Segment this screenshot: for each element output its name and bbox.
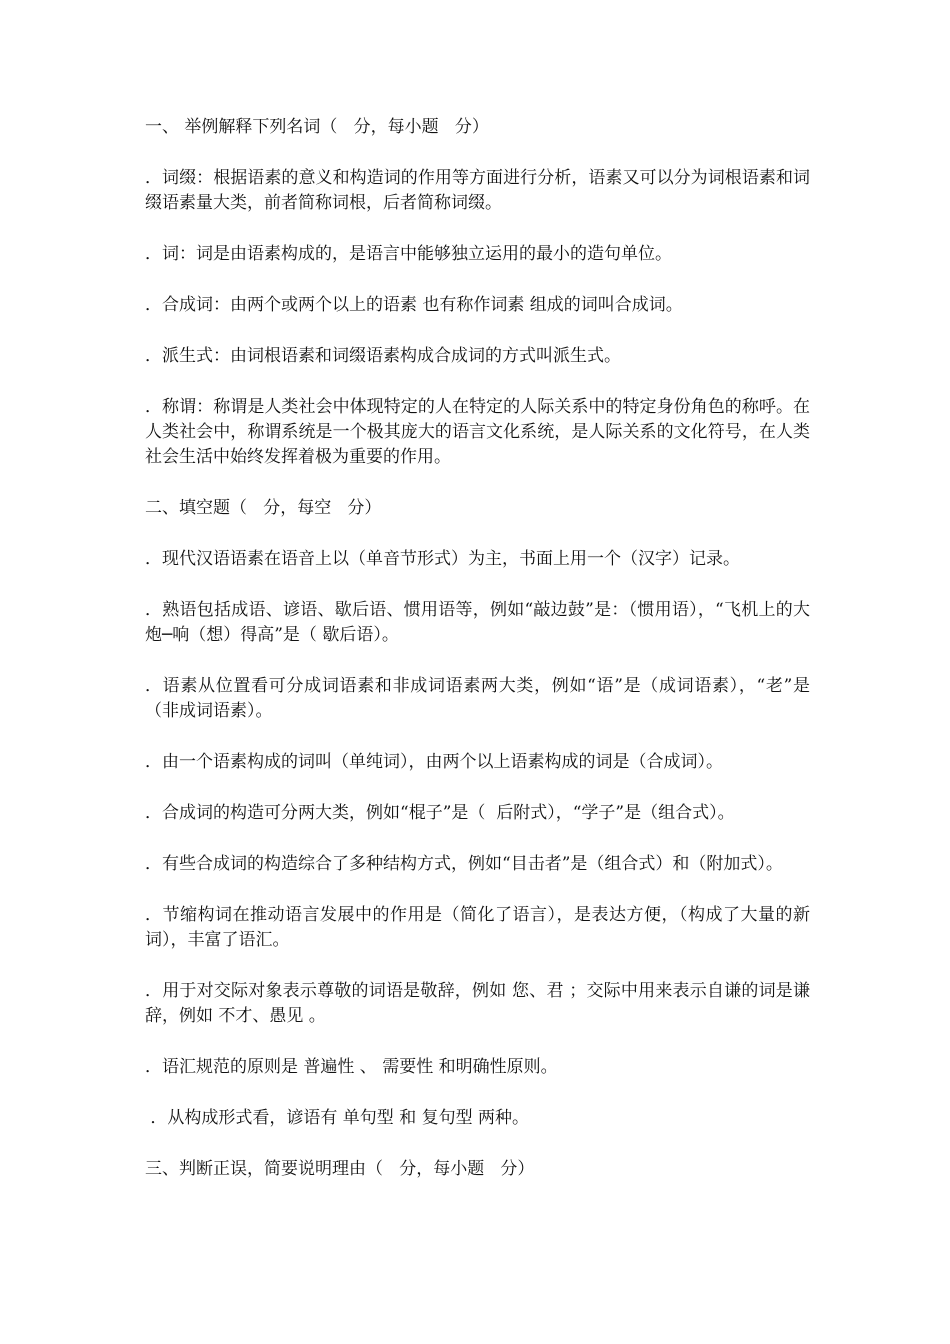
term-definition-affix: ．词缀：根据语素的意义和构造词的作用等方面进行分析，语素又可以分为词根语素和词缀语素量大类，前者简称词根，后者简称词缀。 [145,168,810,213]
fill-blank-item: ．语素从位置看可分成词语素和非成词语素两大类，例如“语”是（成词语素），“老”是（非成词语素）。 [145,676,810,721]
fill-blank-item: ．现代汉语语素在语音上以（单音节形式）为主，书面上用一个（汉字）记录。 [145,549,740,569]
fill-blank-item: ．语汇规范的原则是 普遍性 、 需要性 和明确性原则。 [145,1057,558,1077]
fill-blank-item: ．用于对交际对象表示尊敬的词语是敬辞，例如 您、君 ；交际中用来表示自谦的词是谦辞，例如 不才、愚见 。 [145,981,810,1026]
term-definition-derivation: ．派生式：由词根语素和词缀语素构成合成词的方式叫派生式。 [145,346,621,366]
fill-blank-item: ．节缩构词在推动语言发展中的作用是（简化了语言），是表达方便，（构成了大量的新词），丰富了语汇。 [145,905,810,950]
section3-heading: 三、判断正误，简要说明理由（ 分，每小题 分） [145,1159,535,1179]
term-definition-compound: ．合成词：由两个或两个以上的语素 也有称作词素 组成的词叫合成词。 [145,295,683,315]
section1-heading: 一、 举例解释下列名词（ 分，每小题 分） [145,117,489,137]
fill-blank-item: ．有些合成词的构造综合了多种结构方式，例如“目击者”是（组合式）和（附加式）。 [145,854,783,874]
term-definition-word: ．词：词是由语素构成的，是语言中能够独立运用的最小的造句单位。 [145,244,672,264]
section2-heading: 二、填空题（ 分，每空 分） [145,498,382,518]
term-definition-appellation: ．称谓：称谓是人类社会中体现特定的人在特定的人际关系中的特定身份角色的称呼。在人类社会中，称谓系统是一个极其庞大的语言文化系统，是人际关系的文化符号，在人类社会生活中始终发挥着极为重要的作用。 [145,397,810,467]
document-page [145,115,810,1208]
fill-blank-item: ．从构成形式看，谚语有 单句型 和 复句型 两种。 [145,1108,530,1128]
fill-blank-item: ．由一个语素构成的词叫（单纯词），由两个以上语素构成的词是（合成词）。 [145,752,723,772]
fill-blank-item: ．合成词的构造可分两大类，例如“棍子”是（ 后附式），“学子”是（组合式）。 [145,803,735,823]
fill-blank-item: ．熟语包括成语、谚语、歇后语、惯用语等，例如“敲边鼓”是：（惯用语），“飞机上的大炮─响（想）得高”是（ 歇后语）。 [145,600,810,645]
